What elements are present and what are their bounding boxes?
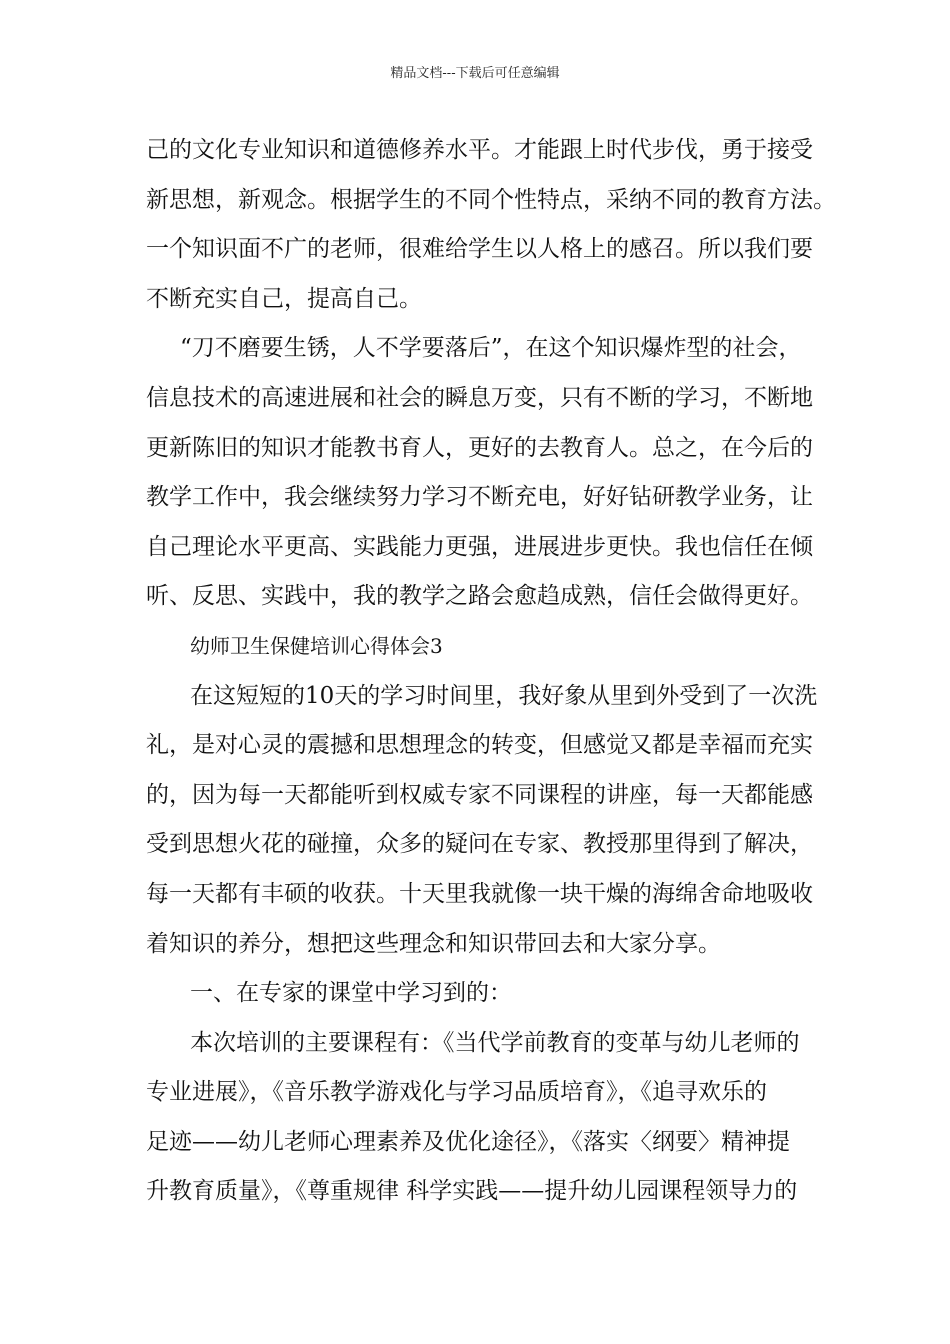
document-body: [146, 134, 836, 1225]
text-line: 着知识的养分，想把这些理念和知识带回去和大家分享。: [146, 930, 721, 957]
paragraph-start-line: 在这短短的10天的学习时间里，我好象从里到外受到了一次洗: [190, 682, 818, 709]
text-line: 自己理论水平更高、实践能力更强，进展进步更快。我也信任在倾: [146, 533, 813, 560]
text-line: 升教育质量》，《尊重规律 科学实践——提升幼儿园课程领导力的: [146, 1178, 798, 1205]
text-line: 受到思想火花的碰撞，众多的疑问在专家、教授那里得到了解决，: [146, 831, 813, 858]
text-line: 礼，是对心灵的震撼和思想理念的转变，但感觉又都是幸福而充实: [146, 732, 813, 759]
text-line: 信息技术的高速进展和社会的瞬息万变，只有不断的学习，不断地: [146, 384, 813, 411]
text-line: 专业进展》，《音乐教学游戏化与学习品质培育》，《追寻欢乐的: [146, 1079, 767, 1106]
text-line: 每一天都有丰硕的收获。十天里我就像一块干燥的海绵舍命地吸收: [146, 880, 813, 907]
text-line: 听、反思、实践中，我的教学之路会愈趋成熟，信任会做得更好。: [146, 583, 813, 610]
paragraph-start-line: “刀不磨要生锈，人不学要落后”，在这个知识爆炸型的社会，: [180, 335, 802, 362]
text-line: 不断充实自己，提高自己。: [146, 285, 422, 312]
subsection-heading: 一、在专家的课堂中学习到的：: [190, 980, 512, 1007]
text-line: 更新陈旧的知识才能教书育人，更好的去教育人。总之，在今后的: [146, 434, 813, 461]
paragraph-start-line: 本次培训的主要课程有：《当代学前教育的变革与幼儿老师的: [190, 1029, 800, 1056]
text-line: 足迹——幼儿老师心理素养及优化途径》，《落实〈纲要〉精神提: [146, 1128, 790, 1155]
text-line: 的，因为每一天都能听到权威专家不同课程的讲座，每一天都能感: [146, 781, 813, 808]
text-line: 一个知识面不广的老师，很难给学生以人格上的感召。所以我们要: [146, 236, 813, 263]
page-header: 精品文档---下载后可任意编辑: [390, 66, 560, 81]
text-line: 教学工作中，我会继续努力学习不断充电，好好钻研教学业务，让: [146, 484, 813, 511]
section-heading: 幼师卫生保健培训心得体会3: [190, 633, 443, 658]
text-line: 新思想，新观念。根据学生的不同个性特点，采纳不同的教育方法。: [146, 186, 836, 213]
text-line: 己的文化专业知识和道德修养水平。才能跟上时代步伐，勇于接受: [146, 137, 813, 163]
